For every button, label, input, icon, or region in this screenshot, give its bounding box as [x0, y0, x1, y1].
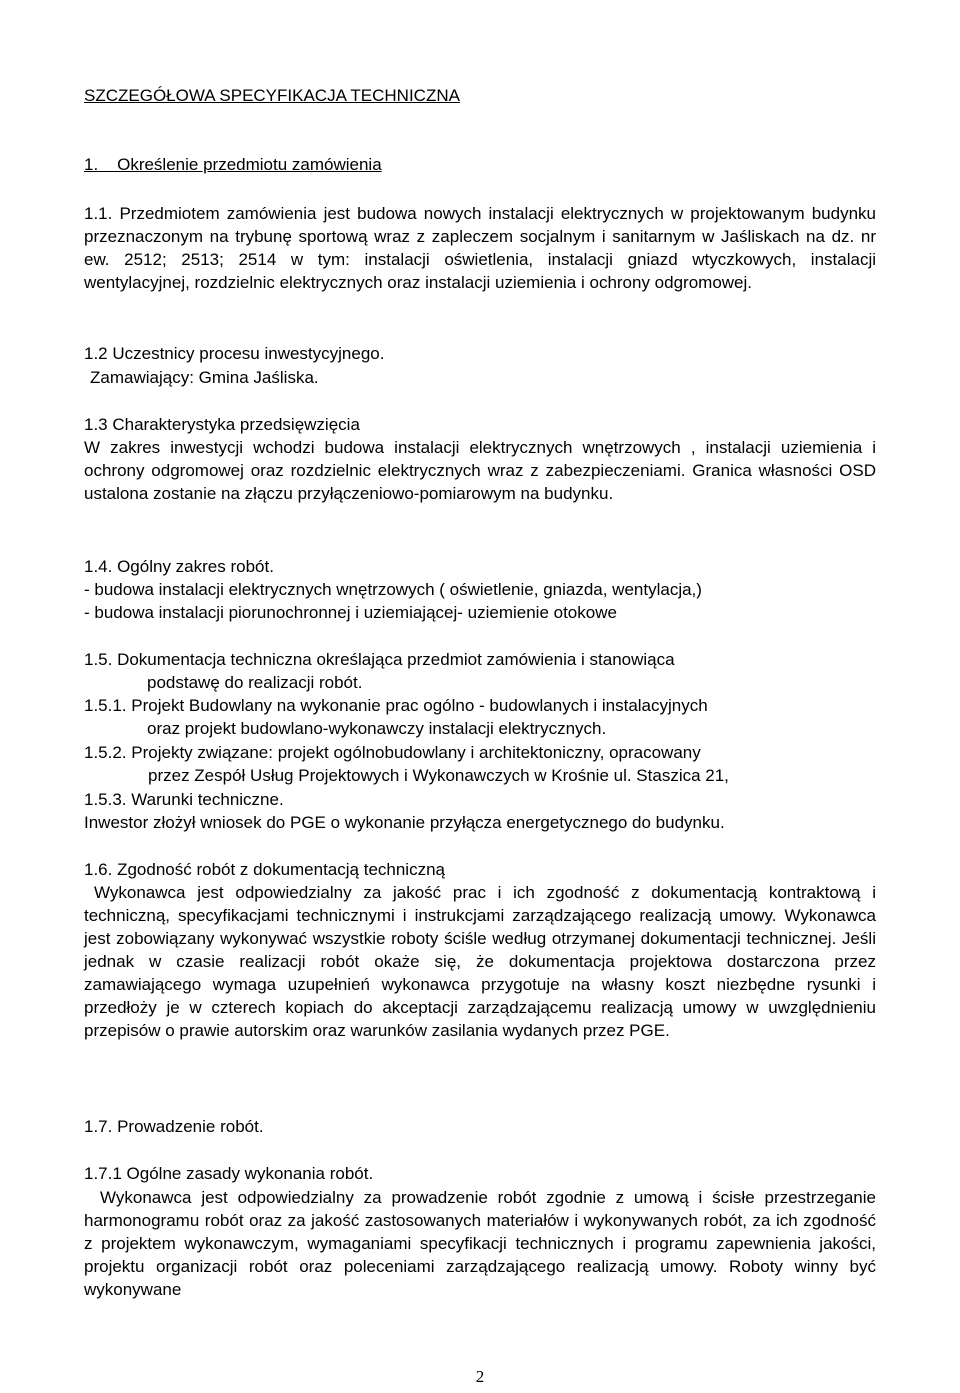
section-1-5-2-line-2: przez Zespół Usług Projektowych i Wykonawczych w Krośnie ul. Staszica 21,	[148, 766, 729, 785]
section-1-4-item-1: - budowa instalacji elektrycznych wnętrzowych ( oświetlenie, gniazda, wentylacja,)	[84, 580, 702, 599]
section-1-3-title: 1.3 Charakterystyka przedsięwzięcia	[84, 415, 360, 434]
section-1-5-title	[84, 648, 876, 694]
section-1-6-title: 1.6. Zgodność robót z dokumentacją techniczną	[84, 860, 445, 879]
section-1-3-text: W zakres inwestycji wchodzi budowa instalacji elektrycznych wnętrzowych , instalacji uziemienia i ochrony odgromowej oraz rozdzielnic elektrycznych wraz z zabezpieczeniami. Granica własności OSD ustalona zostanie na złączu przyłączeniowo-pomiarowym na budynku.	[84, 438, 876, 503]
document-title: SZCZEGÓŁOWA SPECYFIKACJA TECHNICZNA	[84, 86, 460, 105]
section-1-2-title: 1.2 Uczestnicy procesu inwestycyjnego.	[84, 344, 385, 363]
section-1-6-text: Wykonawca jest odpowiedzialny za jakość prac i ich zgodność z dokumentacją kontraktową i techniczną, specyfikacjami technicznymi i instrukcjami zarządzającego realizacją umowy. Wykonawca jest zobowiązany wykonywać wszystkie roboty ściśle według otrzymanej dokumentacji technicznej. Jeśli jednak w czasie realizacji robót okaże się, że dokumentacja projektowa dostarczona przez zamawiającego wymaga uzupełnień wykonawca przygotuje na własny koszt niezbędne rysunki i przedłoży je w czterech kopiach do akceptacji zarządzającemu realizacją umowy w uwzględnieniu przepisów o prawie autorskim oraz warunków zasilania wydanych przez PGE.	[84, 883, 876, 1040]
section-1-heading	[84, 153, 876, 176]
page-number: 2	[475, 1367, 485, 1386]
section-1-5-1-line-2: oraz projekt budowlano-wykonawczy instalacji elektrycznych.	[147, 719, 607, 738]
section-1-5-1	[84, 694, 876, 740]
section-1-7-1-title: 1.7.1 Ogólne zasady wykonania robót.	[84, 1164, 374, 1183]
section-1-4-item-2: - budowa instalacji piorunochronnej i uziemiającej- uziemienie otokowe	[84, 603, 617, 622]
section-1-2-text: Zamawiający: Gmina Jaśliska.	[90, 368, 319, 387]
section-1-7-title: 1.7. Prowadzenie robót.	[84, 1117, 264, 1136]
section-1-5-2-line-1: 1.5.2. Projekty związane: projekt ogólnobudowlany i architektoniczny, opracowany	[84, 743, 701, 762]
section-1-5-1-line-1: 1.5.1. Projekt Budowlany na wykonanie prac ogólno - budowlanych i instalacyjnych	[84, 696, 708, 715]
section-1-5-3-title: 1.5.3. Warunki techniczne.	[84, 790, 284, 809]
section-1-5-line-1: 1.5. Dokumentacja techniczna określająca przedmiot zamówienia i stanowiąca	[84, 650, 675, 669]
section-1-1-paragraph: 1.1. Przedmiotem zamówienia jest budowa nowych instalacji elektrycznych w projektowanym budynku przeznaczonym na trybunę sportową wraz z zapleczem socjalnym i sanitarnym w Jaśliskach na dz. nr ew. 2512; 2513; 2514 w tym: instalacji oświetlenia, instalacji gniazd wtyczkowych, instalacji wentylacyjnej, rozdzielnic elektrycznych oraz instalacji uziemienia i ochrony odgromowej.	[84, 204, 876, 292]
section-1-7-1-text: Wykonawca jest odpowiedzialny za prowadzenie robót zgodnie z umową i ścisłe przestrzeganie harmonogramu robót oraz za jakość zastosowanych materiałów i wykonywanych robót, za ich zgodność z projektem wykonawczym, wymaganiami specyfikacji technicznych i programu zapewnienia jakości, projektu organizacji robót oraz poleceniami zarządzającego realizacją umowy. Roboty winny być wykonywane	[84, 1188, 876, 1299]
section-1-title: Określenie przedmiotu zamówienia	[117, 155, 382, 174]
section-1-4-title: 1.4. Ogólny zakres robót.	[84, 557, 274, 576]
section-1-5-line-2: podstawę do realizacji robót.	[147, 673, 363, 692]
section-1-5-2	[84, 741, 876, 787]
section-1-number: 1.	[84, 155, 99, 174]
section-1-5-3-text: Inwestor złożył wniosek do PGE o wykonanie przyłącza energetycznego do budynku.	[84, 813, 725, 832]
